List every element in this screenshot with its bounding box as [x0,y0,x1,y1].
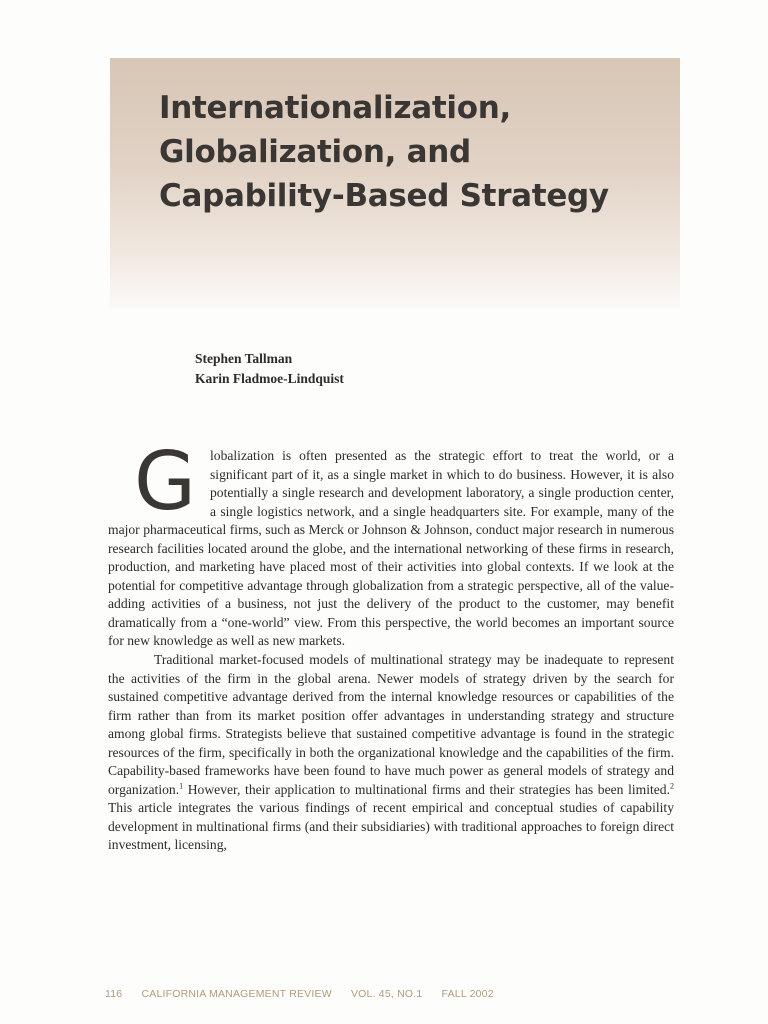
journal-date: FALL 2002 [441,988,494,1000]
paragraph-2-text-b: However, their application to multinational firms and their strategies has been limited. [183,781,670,797]
paragraph-1-text: lobalization is often presented as the strategic effort to treat the world, or a significant part of it, as a single market in which to do business. However, it is also potentially a single research and development laboratory, a single production center, a single logistics network, and a single headquarters site. For example, many of the major pharmaceutical firms, such as Merck or Johnson & Johnson, conduct major research in numerous research facilities located around the globe, and the international networking of these firms in research, production, and marketing have placed most of their activities into global contexts. If we look at the potential for competitive advantage through globalization from a strategic perspective, all of the value-adding activities of a business, not just the delivery of the product to the customer, may benefit dramatically from a “one-world” view. From this perspective, the world becomes an important source for new knowledge as well as new markets. [108,448,674,649]
journal-name: CALIFORNIA MANAGEMENT REVIEW [141,988,332,1000]
paragraph-2 [108,651,674,855]
title-line-3: Capability-Based Strategy [159,178,609,214]
footnote-ref-1[interactable]: 1 [179,781,184,791]
article-title [159,86,659,218]
author-2: Karin Fladmoe-Lindquist [195,371,344,386]
page-number: 116 [105,988,123,1000]
title-line-2: Globalization, and [159,134,471,170]
author-list [195,349,344,389]
journal-volume: VOL. 45, NO.1 [350,988,423,1000]
paragraph-2-text-a: Traditional market-focused models of multinational strategy may be inadequate to represent the activities of the firm in the global arena. Newer models of strategy driven by the search for sustained competitive advantage derived from the internal knowledge resources or capabilities of the firm rather than from its market position offer advantages in understanding strategy and structure among global firms. Strategists believe that sustained competitive advantage is found in the strategic resources of the firm, specifically in both the organizational knowledge and the capabilities of the firm. Capability-based frameworks have been found to have much power as general models of strategy and organization. [108,652,674,797]
title-line-1: Internationalization, [159,90,511,126]
drop-cap: G [134,435,196,528]
page-footer [105,988,510,1000]
paragraph-1 [108,435,674,651]
paragraph-2-text-c: This article integrates the various findings of recent empirical and conceptual studies of capability development in multinational firms (and their subsidiaries) with traditional approaches to foreign direct investment, licensing, [108,800,674,853]
author-1: Stephen Tallman [195,351,293,366]
footnote-ref-2[interactable]: 2 [670,781,674,791]
article-body [108,435,674,855]
